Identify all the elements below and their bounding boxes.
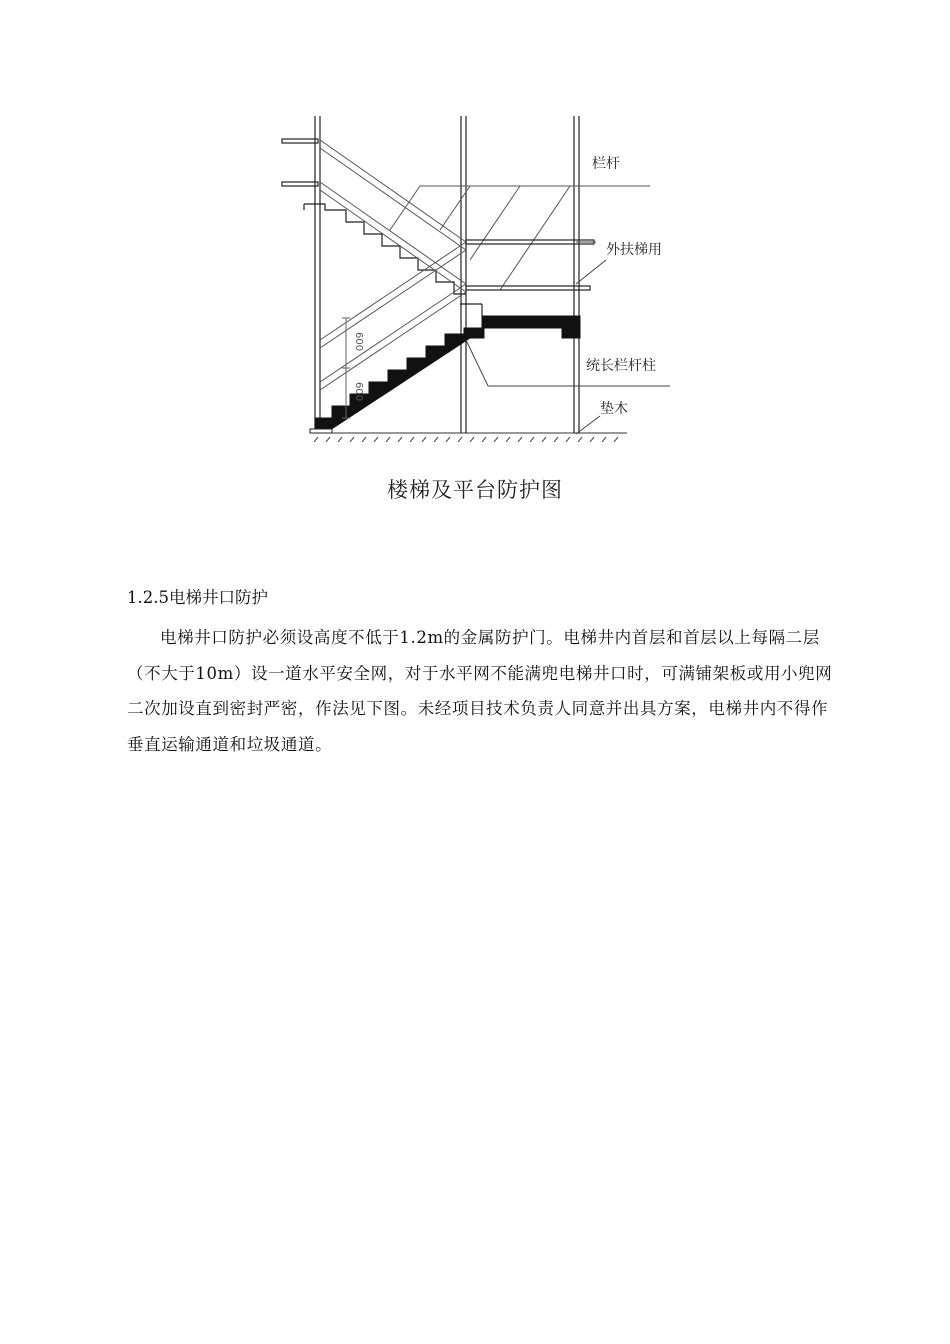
section-heading: 1.2.5电梯井口防护 (127, 588, 268, 607)
section-paragraph: 电梯井口防护必须设高度不低于1.2m的金属防护门。电梯井内首层和首层以上每隔二层（不大于10m）设一道水平安全网，对于水平网不能满兜电梯井口时，可满铺架板或用小兜网二次加设直到密封严密，作法见下图。未经项目技术负责人同意并出具方案，电梯井内不得作垂直运输通道和垃圾通道。 (127, 628, 833, 754)
label-long-post: 统长栏杆柱 (586, 358, 656, 374)
label-sleeper: 垫木 (600, 401, 628, 417)
ground (310, 433, 627, 442)
label-outer-ladder: 外扶梯用 (606, 242, 662, 258)
label-railing: 栏杆 (592, 156, 620, 172)
stair-platform-diagram (270, 100, 680, 450)
figure-caption: 楼梯及平台防护图 (387, 478, 563, 502)
dimension-lower: 600 (353, 382, 364, 402)
upper-stair (304, 204, 466, 294)
dimension-upper: 600 (353, 332, 364, 352)
left-rails (282, 139, 318, 186)
sleeper-block (310, 429, 332, 433)
